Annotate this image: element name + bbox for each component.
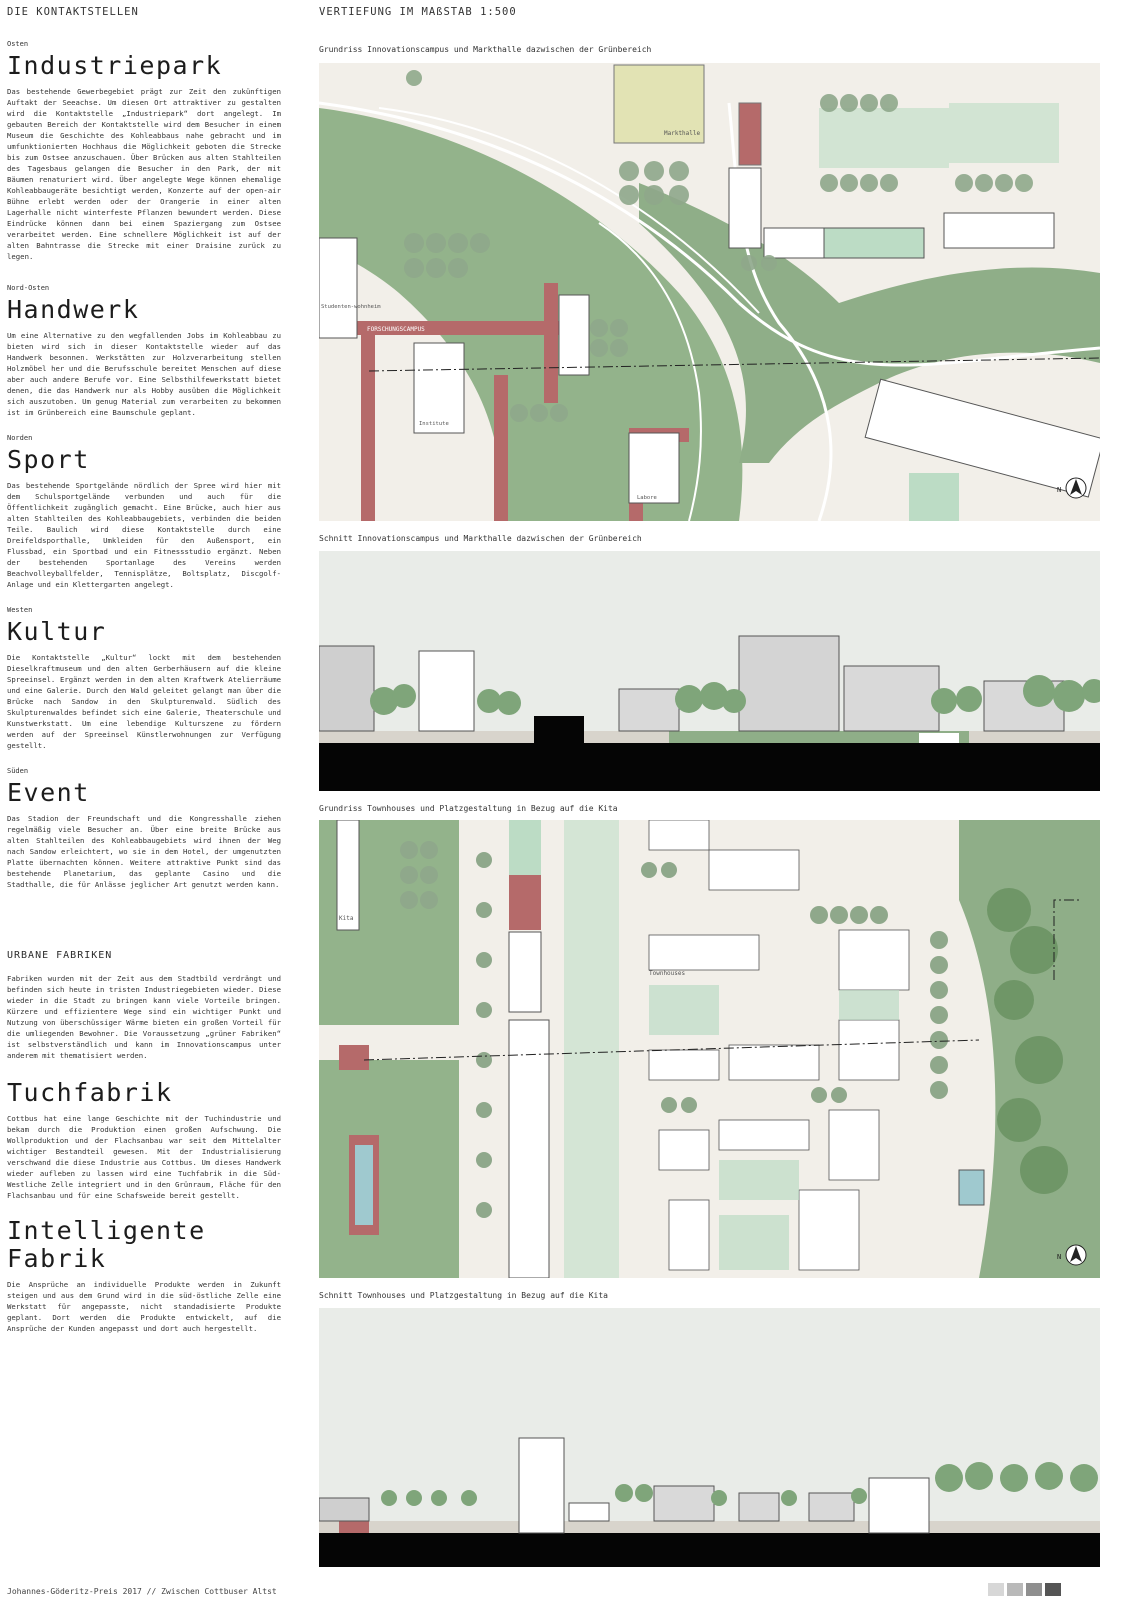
section2-caption: Schnitt Townhouses und Platzgestaltung in Bezug auf die Kita — [319, 1291, 608, 1300]
label-forschungscampus: FORSCHUNGSCAMPUS — [367, 326, 425, 333]
label-studentenwohnheim: Studenten-wohnheim — [321, 304, 381, 310]
section-sueden — [7, 767, 281, 890]
section-direction: Süden — [7, 767, 29, 775]
swatch-2 — [1007, 1583, 1023, 1596]
section-westen — [7, 606, 281, 751]
section-body: Um eine Alternative zu den wegfallenden Jobs im Kohleabbau zu bieten wird sich in dieser Kontaktstelle wieder auf das Handwerk besonnen. Werkstätten zur Holzverarbeitung stellen Holzmöbel her und die Berufsschule bereitet Menschen auf diese aber auch andere Berufe vor. Eine Selbsthilfewerkstatt bietet denen, die das Handwerk nur als Hobby ausüben die Möglichkeit sich auszutoben. Um genug Material zum verarbeiten zu bekommen ist im Grünbereich eine Baumschule geplant. — [7, 331, 281, 417]
header-right: VERTIEFUNG IM MAßSTAB 1:500 — [319, 6, 517, 18]
section-direction: Westen — [7, 606, 33, 614]
section-body: Das Stadion der Freundschaft und die Kongresshalle ziehen regelmäßig viele Besucher an. Über eine breite Brücke aus alten Stahlteilen des Kohleabbaugebiets wird ihnen der Weg nach Sandow erleichtert, wo sie in dem Hotel, der umgenutzten Platte übernachten können. Weitere attraktive Punkt sind das bestehende Planetarium, das geplante Casino und die Stadthalle, die für Anlässe jeglicher Art genutzt werden kann. — [7, 814, 281, 889]
urbane-fabriken-heading: URBANE FABRIKEN — [7, 950, 113, 961]
section1-caption: Schnitt Innovationscampus und Markthalle dazwischen der Grünbereich — [319, 534, 642, 543]
tuchfabrik-title: Tuchfabrik — [7, 1078, 173, 1107]
north-label: N — [1057, 1253, 1062, 1261]
swatch-4 — [1045, 1583, 1061, 1596]
section-title: Handwerk — [7, 295, 140, 324]
footer-credit: Johannes-Göderitz-Preis 2017 // Zwischen Cottbuser Altst — [7, 1587, 277, 1596]
north-label: N — [1057, 486, 1062, 494]
section-title: Kultur — [7, 617, 107, 646]
site-plan-townhouses — [319, 820, 1100, 1278]
section-direction: Norden — [7, 434, 33, 442]
section-body: Das bestehende Sportgelände nördlich der Spree wird hier mit dem Schulsportgelände verbunden und auch für die Öffentlichkeit zugänglich gemacht. Eine Brücke, auch hier aus alten Stahlteilen des Kohleabbaugebiets, verbinden die beiden Teile. Baulich wird diese Kontaktstelle durch eine Dreifeldsporthalle, Umkleiden für den Außensport, ein Flussbad, ein Sportbad und ein Fitnessstudio ergänzt. Neben der bestehenden Sportanlage des Vereins werden Beachvolleyballfelder, Tennisplätze, Boltsplatz, Discgolf-Anlage und ein Klettergarten angelegt. — [7, 481, 281, 589]
swatch-1 — [988, 1583, 1004, 1596]
plan2-caption: Grundriss Townhouses und Platzgestaltung in Bezug auf die Kita — [319, 804, 618, 813]
swatch-3 — [1026, 1583, 1042, 1596]
left-text-column — [7, 40, 281, 1334]
plan1-panel — [319, 63, 1100, 521]
header-left: DIE KONTAKTSTELLEN — [7, 6, 139, 18]
section-title: Event — [7, 778, 90, 807]
label-markthalle: Markthalle — [664, 130, 701, 137]
tuchfabrik-body: Cottbus hat eine lange Geschichte mit der Tuchindustrie und bekam durch die Produktion einen großen Aufschwung. Die Wollproduktion und der Flachsanbau war seit dem Mittelalter wichtiger Bestandteil gewesen. Mit der Industrialisierung verschwand die diese Industrie aus Cottbus. Um dieses Handwerk wieder aufleben zu lassen wird eine Tuchfabrik in die Süd-Westliche Zelle integriert und in den Grünraum, Fläche für den Flachsanbau und für eine Schafsweide bereit gestellt. — [7, 1114, 281, 1200]
section2-panel — [319, 1308, 1100, 1567]
intelligente-fabrik-body: Die Ansprüche an individuelle Produkte werden in Zukunft steigen und aus dem Grund wird in die süd-östliche Zelle eine Werkstatt für angepasste, nicht standadisierte Produkte geplant. Dort werden die Produkte entwickelt, auf die Ansprüche der Kunden angepasst und dort auch hergestellt. — [7, 1280, 281, 1333]
label-labore: Labore — [637, 495, 657, 501]
section-norden — [7, 434, 281, 590]
section-nord-osten — [7, 284, 281, 418]
section-osten — [7, 40, 281, 262]
label-institute: Institute — [419, 421, 449, 427]
intelligente-fabrik-title: Intelligente Fabrik — [7, 1216, 206, 1273]
plan2-panel — [319, 820, 1100, 1278]
section-direction: Nord-Osten — [7, 284, 50, 292]
section-drawing-innovationscampus — [319, 551, 1100, 791]
label-kita: Kita — [339, 915, 354, 922]
urbane-fabriken-body: Fabriken wurden mit der Zeit aus dem Stadtbild verdrängt und befinden sich heute in tristen Industriegebieten wieder. Diese wieder in die Stadt zu bringen kann viele Vorteile bringen. Kürzere und effizientere Wege sind ein wichtiger Punkt und Nutzung von überschüssiger Wärme bieten ein großen Vorteil für die umliegenden Bewohner. Die Voraussetzung „grüner Fabriken“ ist selbstverständlich und kann im Innovationscampus unter anderem mit thematisiert werden. — [7, 974, 281, 1060]
plan1-caption: Grundriss Innovationscampus und Markthalle dazwischen der Grünbereich — [319, 45, 652, 54]
section-drawing-townhouses — [319, 1308, 1100, 1567]
site-plan-innovationscampus — [319, 63, 1100, 521]
section-body: Die Kontaktstelle „Kultur“ lockt mit dem bestehenden Dieselkraftmuseum und den alten Gerberhäusern auf die kleine Spreeinsel. Ergänzt werden in dem alten Kraftwerk Atelierräume und eine Galerie. Durch den Wald geleitet gelangt man über die Brücke nach Sandow in den Skulpturenwald. Südlich des Skulpturenwaldes befindet sich eine Galerie, Theaterschule und Kunstwerkstatt. Um eine lebendige Kulturszene zu fördern werden auf der Spreeinsel Künstlerwohnungen zur Verfügung gestellt. — [7, 653, 281, 750]
section-title: Sport — [7, 445, 90, 474]
section-body: Das bestehende Gewerbegebiet prägt zur Zeit den zukünftigen Auftakt der Seeachse. Um diesen Ort attraktiver zu gestalten wird die Kontaktstelle „Industriepark“ dort angelegt. Im gebauten Bereich der Kontaktstelle wird dem Besucher in einem Museum die Geschichte des Kohleabbaus nahe gebracht und im umfunktionierten Hochhaus die Möglichkeit geboten die Strecke bis zum Ostsee anzuschauen. Über Brücken aus alten Stahlteilen des Tagesbaus gelangen die Besucher in den Park, der mit Bäumen renaturiert wird. Über angelegte Wege können ehemalige Kohleabbaugeräte besichtigt werden, Konzerte auf der open-air Bühne erlebt werden oder der Orangerie in einer alten Lagerhalle nicht winterfeste Pflanzen bewundert werden. Diese Eindrücke können dann bei einem Spaziergang zum Ostsee verarbeitet werden. Eine schnellere Möglichkeit ist auf der alten Bahntrasse die Strecke mit einer Draisine zurück zu legen. — [7, 87, 281, 261]
section1-panel — [319, 551, 1100, 791]
section-title: Industriepark — [7, 51, 223, 80]
section-direction: Osten — [7, 40, 29, 48]
label-townhouses: Townhouses — [649, 970, 686, 977]
